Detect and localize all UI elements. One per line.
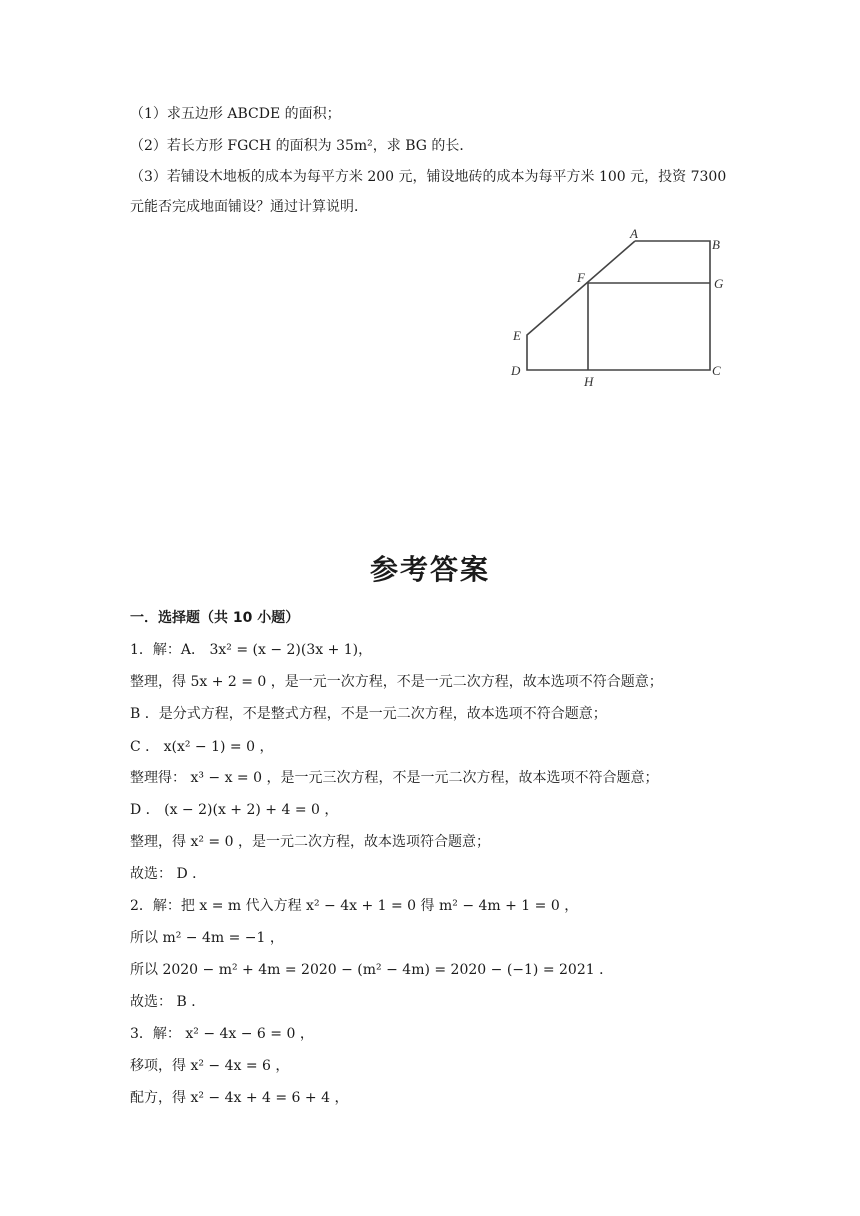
question-2: （2）若长方形 FGCH 的面积为 35m²，求 BG 的长． bbox=[130, 138, 474, 154]
label-a: A bbox=[630, 226, 638, 241]
answer-line: 故选： D ． bbox=[130, 866, 207, 882]
question-1: （1）求五边形 ABCDE 的面积； bbox=[130, 106, 341, 122]
answer-line: D ． (x − 2)(x + 2) + 4 = 0 ， bbox=[130, 802, 339, 818]
question-3-line-2: 元能否完成地面铺设？通过计算说明． bbox=[130, 199, 368, 215]
label-f: F bbox=[577, 270, 585, 285]
label-c: C bbox=[712, 363, 721, 378]
answer-line: C ． x(x² − 1) = 0 ， bbox=[130, 739, 274, 755]
answer-line: 配方，得 x² − 4x + 4 = 6 + 4 ， bbox=[130, 1090, 349, 1106]
answer-line: 整理，得 5x + 2 = 0 ，是一元一次方程，不是一元二次方程，故本选项不符合题意； bbox=[130, 674, 663, 690]
answer-line: 移项，得 x² − 4x = 6 ， bbox=[130, 1058, 290, 1074]
answer-line: 1．解：A． 3x² = (x − 2)(3x + 1)， bbox=[130, 642, 373, 658]
answer-line: 整理得： x³ − x = 0 ，是一元三次方程，不是一元二次方程，故本选项不符合题意； bbox=[130, 770, 659, 786]
label-d: D bbox=[511, 363, 521, 378]
answer-line: B ．是分式方程，不是整式方程，不是一元二次方程，故本选项不符合题意； bbox=[130, 706, 607, 722]
pentagon-outline bbox=[527, 241, 710, 370]
section-heading: 一．选择题（共 10 小题） bbox=[130, 610, 300, 626]
label-h: H bbox=[584, 374, 594, 389]
question-3-line-1: （3）若铺设木地板的成本为每平方米 200 元，铺设地砖的成本为每平方米 100 元，投资 7300 bbox=[130, 169, 727, 185]
label-e: E bbox=[513, 328, 521, 343]
answer-line: 故选： B ． bbox=[130, 994, 206, 1010]
answer-line: 所以 2020 − m² + 4m = 2020 − (m² − 4m) = 2020 − (−1) = 2021 ． bbox=[130, 962, 614, 978]
pentagon-figure bbox=[505, 225, 745, 395]
answer-title: 参考答案 bbox=[369, 553, 490, 586]
answer-line: 整理，得 x² = 0 ，是一元二次方程，故本选项符合题意； bbox=[130, 834, 490, 850]
answer-line: 2．解：把 x = m 代入方程 x² − 4x + 1 = 0 得 m² − 4m + 1 = 0 ， bbox=[130, 898, 579, 914]
answer-line: 所以 m² − 4m = −1 ， bbox=[130, 930, 284, 946]
answer-line: 3．解： x² − 4x − 6 = 0 ， bbox=[130, 1026, 314, 1042]
label-b: B bbox=[712, 237, 720, 252]
label-g: G bbox=[714, 276, 724, 291]
